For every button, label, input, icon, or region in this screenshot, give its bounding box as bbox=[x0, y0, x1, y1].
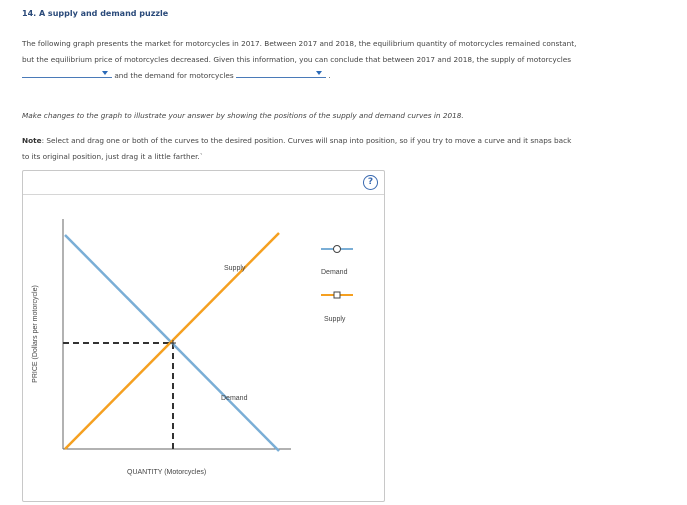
legend-demand-label: Demand bbox=[321, 269, 348, 276]
note-line-1 bbox=[22, 133, 571, 148]
note-text: : Select and drag one or both of the curves to the desired position. Curves will snap into position, so if you try to move a curve and it snaps back bbox=[41, 136, 572, 145]
intro-line-1: The following graph presents the market for motorcycles in 2017. Between 2017 and 2018, the equilibrium quantity of motorcycles remained constant, bbox=[22, 39, 577, 48]
intro-mid-text: and the demand for motorcycles bbox=[114, 71, 234, 80]
supply-curve-label: Supply bbox=[224, 265, 246, 272]
y-axis-label: PRICE (Dollars per motorcycle) bbox=[32, 285, 39, 383]
note-label: Note bbox=[22, 136, 42, 145]
help-icon[interactable]: ? bbox=[363, 175, 378, 190]
demand-curve-label: Demand bbox=[221, 395, 248, 402]
instruction-text: Make changes to the graph to illustrate your answer by showing the positions of the supply and demand curves in 2018. bbox=[22, 111, 464, 120]
intro-end-text: . bbox=[328, 71, 331, 80]
demand-change-dropdown[interactable] bbox=[236, 68, 326, 78]
graph-panel bbox=[22, 170, 385, 502]
supply-change-dropdown[interactable] bbox=[22, 68, 112, 78]
legend-supply-label: Supply bbox=[324, 316, 346, 323]
graph-canvas bbox=[23, 171, 384, 501]
chevron-down-icon bbox=[316, 71, 322, 75]
x-axis-label: QUANTITY (Motorcycles) bbox=[127, 469, 207, 476]
question-title: 14. A supply and demand puzzle bbox=[22, 9, 169, 18]
intro-line-3 bbox=[22, 68, 682, 83]
note-line-2: to its original position, just drag it a little farther.` bbox=[22, 152, 204, 161]
legend-supply-tool[interactable] bbox=[321, 292, 353, 323]
chevron-down-icon bbox=[102, 71, 108, 75]
circle-icon bbox=[334, 246, 341, 253]
square-icon bbox=[334, 292, 340, 298]
legend-demand-tool[interactable] bbox=[321, 246, 353, 277]
intro-line-2: but the equilibrium price of motorcycles decreased. Given this information, you can conclude that between 2017 and 2018, the supply of motorcycles bbox=[22, 55, 572, 64]
